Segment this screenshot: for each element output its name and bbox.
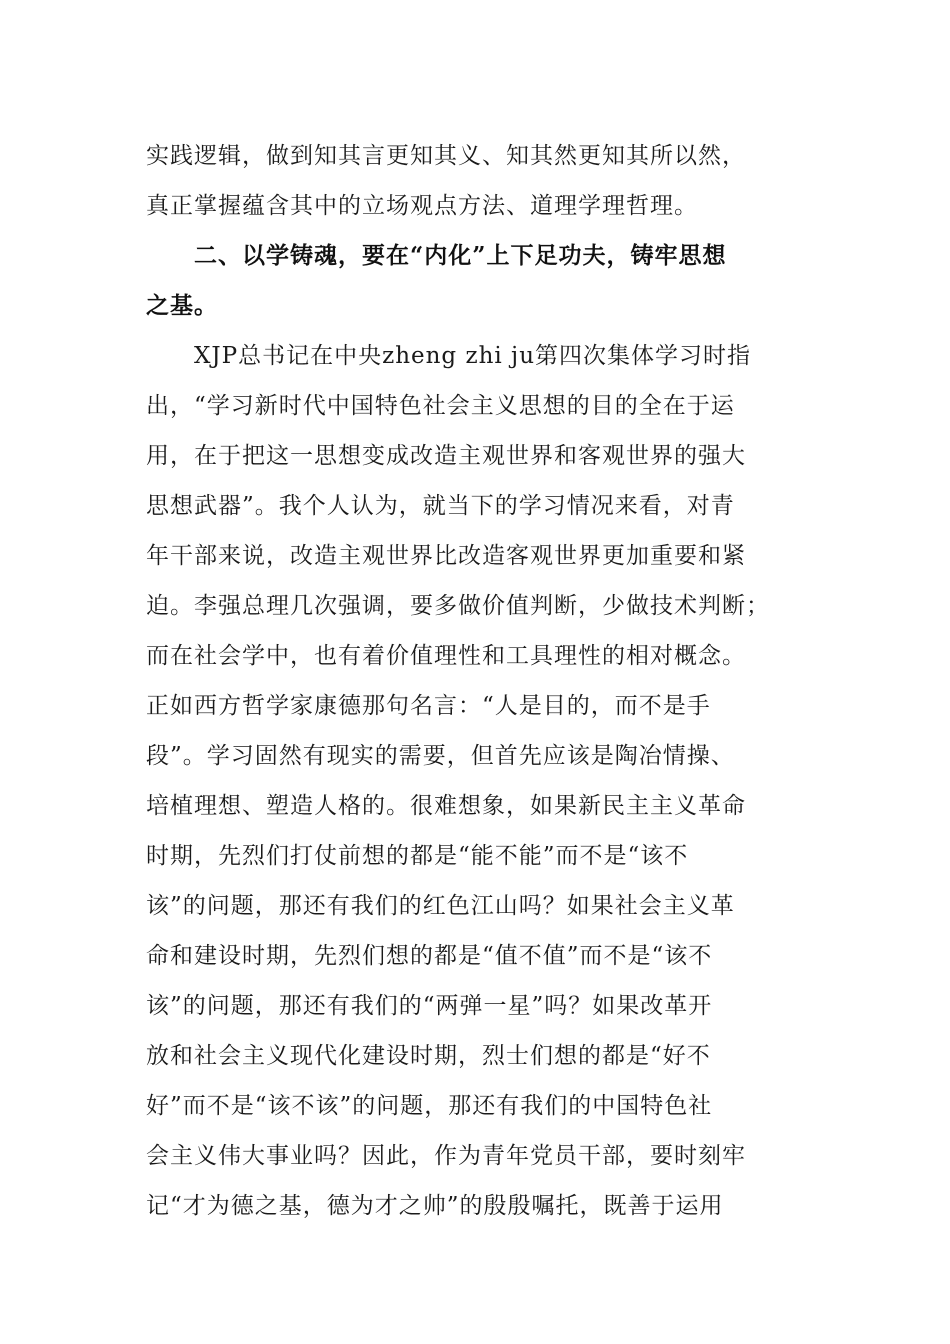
body-text-line: 时期，先烈们打仗前想的都是“能不能”而不是“该不 [146,843,689,869]
body-text-line: 思想武器”。我个人认为，就当下的学习情况来看，对青 [146,493,735,519]
body-text-line: 段”。学习固然有现实的需要，但首先应该是陶冶情操、 [146,743,735,769]
body-text-line: 迫。李强总理几次强调，要多做价值判断，少做技术判断； [146,593,770,619]
body-text-line: 实践逻辑，做到知其言更知其义、知其然更知其所以然， [146,143,746,169]
body-text-line: 该”的问题，那还有我们的“两弹一星”吗？如果改革开 [146,993,713,1019]
body-text-line: 年干部来说，改造主观世界比改造客观世界更加重要和紧 [146,543,746,569]
body-text-line: 出，“学习新时代中国特色社会主义思想的目的全在于运 [146,393,735,419]
body-text-line: 用，在于把这一思想变成改造主观世界和客观世界的强大 [146,443,746,469]
section-heading: 二、以学铸魂，要在“内化”上下足功夫，铸牢思想 [194,242,727,269]
body-text-line: 该”的问题，那还有我们的红色江山吗？如果社会主义革 [146,893,735,919]
body-text-line: 而在社会学中，也有着价值理性和工具理性的相对概念。 [146,643,746,669]
body-text-line: 命和建设时期，先烈们想的都是“值不值”而不是“该不 [146,943,713,969]
section-heading-continuation: 之基。 [146,292,218,319]
body-text-line: 培植理想、塑造人格的。很难想象，如果新民主主义革命 [146,793,746,819]
body-text-line: 真正掌握蕴含其中的立场观点方法、道理学理哲理。 [146,193,698,219]
body-text-line: 放和社会主义现代化建设时期，烈士们想的都是“好不 [146,1043,711,1069]
body-text-line: 记“才为德之基，德为才之帅”的殷殷嘱托，既善于运用 [146,1193,724,1219]
paragraph-first-line: XJP总书记在中央zheng zhi ju第四次集体学习时指 [194,343,752,369]
body-text-line: 好”而不是“该不该”的问题，那还有我们的中国特色社 [146,1093,713,1119]
body-text-line: 会主义伟大事业吗？因此，作为青年党员干部，要时刻牢 [146,1143,746,1169]
body-text-line: 正如西方哲学家康德那句名言：“人是目的，而不是手 [146,693,711,719]
document-body [146,131,806,1231]
